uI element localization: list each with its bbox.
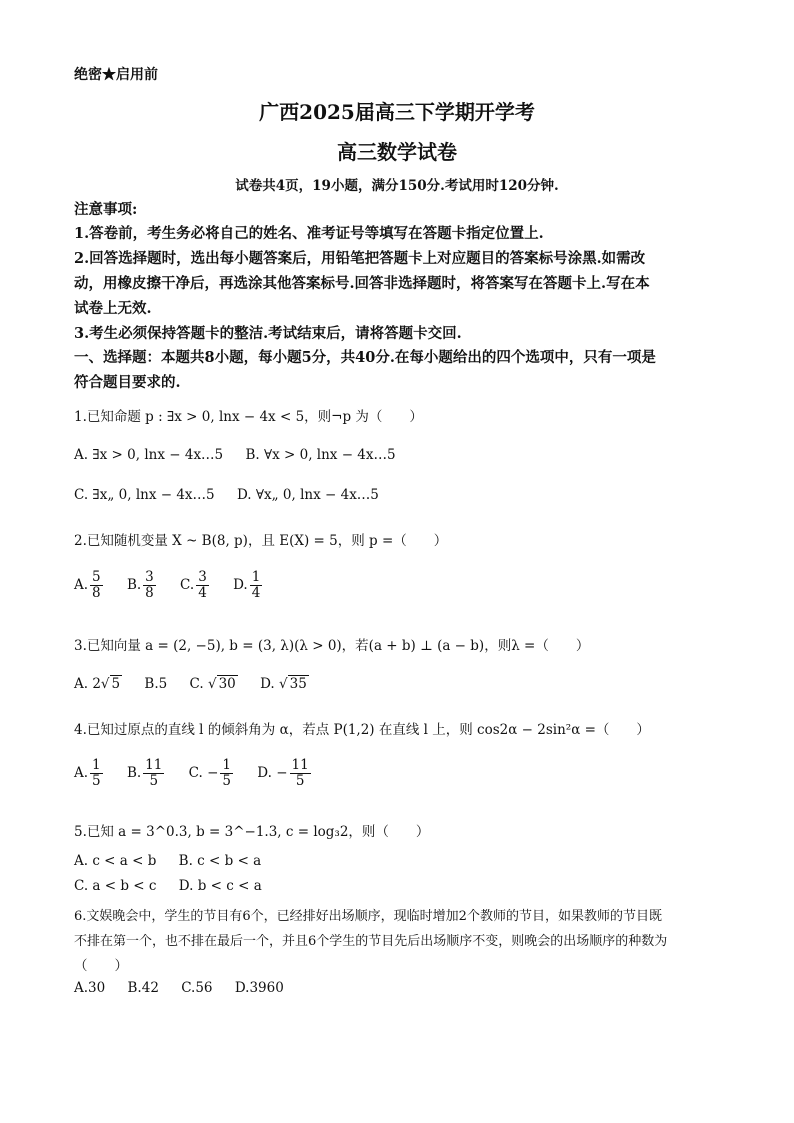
denominator: 4 bbox=[251, 584, 261, 601]
question-5-option-d: D. b < c < a bbox=[178, 878, 262, 894]
question-1-stem: 1.已知命题 p : ∃x > 0, lnx − 4x < 5，则¬p 为（ ） bbox=[74, 409, 423, 425]
note-item-2-line2: 动，用橡皮擦干净后，再选涂其他答案标号.回答非选择题时，将答案写在答题卡上.写在本 bbox=[74, 275, 650, 292]
denominator: 5 bbox=[222, 772, 231, 789]
question-6-line3: （ ） bbox=[74, 958, 128, 974]
question-6-option-d: D.3960 bbox=[234, 980, 284, 996]
section-heading-line2: 符合题目要求的. bbox=[74, 374, 181, 391]
question-5-options-row1 bbox=[74, 853, 279, 869]
question-2-option-a bbox=[74, 570, 105, 601]
fraction bbox=[90, 758, 103, 789]
fraction bbox=[196, 570, 209, 601]
exam-title: 广西2025届高三下学期开学考 bbox=[259, 100, 535, 124]
question-4-options bbox=[74, 758, 331, 789]
question-1-option-b: B. ∀x > 0, lnx − 4x…5 bbox=[245, 447, 396, 463]
option-c-label: C. bbox=[189, 676, 204, 692]
numerator: 3 bbox=[145, 569, 154, 585]
sqrt-sign: √ bbox=[100, 676, 110, 692]
option-d-label: D. bbox=[233, 576, 248, 593]
question-6-option-b: B.42 bbox=[127, 980, 159, 996]
question-2-stem: 2.已知随机变量 X ~ B(8, p)，且 E(X) = 5，则 p =（ ） bbox=[74, 533, 448, 549]
note-item-2-line1: 2.回答选择题时，选出每小题答案后，用铅笔把答题卡上对应题目的答案标号涂黑.如需改 bbox=[74, 250, 646, 267]
question-4-option-c bbox=[189, 758, 235, 789]
question-3-option-d bbox=[260, 676, 309, 692]
numerator: 5 bbox=[92, 569, 101, 585]
question-5-stem: 5.已知 a = 3^0.3, b = 3^−1.3, c = log₃2，则（ ） bbox=[74, 824, 430, 840]
denominator: 8 bbox=[145, 584, 154, 601]
denominator: 8 bbox=[92, 584, 101, 601]
numerator: 3 bbox=[198, 569, 207, 585]
exam-subtitle: 高三数学试卷 bbox=[337, 140, 457, 164]
question-2-options bbox=[74, 570, 282, 601]
fraction bbox=[220, 758, 233, 789]
fraction bbox=[90, 570, 103, 601]
option-a-label: A. bbox=[74, 764, 89, 781]
question-3-option-c bbox=[190, 676, 238, 692]
numerator: 11 bbox=[291, 757, 309, 773]
question-4-option-d bbox=[257, 758, 312, 789]
question-5-option-c: C. a < b < c bbox=[74, 878, 157, 894]
question-3-option-b: B.5 bbox=[144, 676, 168, 692]
question-1-option-c: C. ∃x„ 0, lnx − 4x…5 bbox=[74, 487, 215, 503]
question-2-option-b bbox=[127, 570, 158, 601]
section-heading-line1: 一、选择题：本题共8小题，每小题5分，共40分.在每小题给出的四个选项中，只有一项是 bbox=[74, 349, 656, 366]
numerator: 1 bbox=[222, 757, 231, 773]
radicand: 5 bbox=[111, 676, 121, 692]
question-6-option-c: C.56 bbox=[181, 980, 213, 996]
question-6-option-a: A.30 bbox=[74, 980, 106, 996]
radicand: 35 bbox=[289, 676, 307, 692]
note-item-1: 1.答卷前，考生务必将自己的姓名、准考证号等填写在答题卡指定位置上. bbox=[74, 225, 544, 242]
denominator: 5 bbox=[92, 772, 101, 789]
fraction bbox=[143, 570, 156, 601]
option-d-label: D. − bbox=[257, 764, 288, 781]
question-1-option-a: A. ∃x > 0, lnx − 4x…5 bbox=[74, 447, 224, 463]
fraction bbox=[250, 570, 263, 601]
numerator: 11 bbox=[145, 757, 163, 773]
note-item-2-line3: 试卷上无效. bbox=[74, 300, 152, 317]
question-5-option-b: B. c < b < a bbox=[178, 853, 262, 869]
question-1-options-row1 bbox=[74, 447, 414, 463]
question-5-option-a: A. c < a < b bbox=[74, 853, 157, 869]
fraction bbox=[143, 758, 164, 789]
question-1-options-row2 bbox=[74, 487, 397, 503]
option-d-label: D. bbox=[260, 676, 275, 692]
question-4-stem: 4.已知过原点的直线 l 的倾斜角为 α，若点 P(1,2) 在直线 l 上，则 cos2α − 2sin²α =（ ） bbox=[74, 722, 650, 738]
option-c-label: C. − bbox=[188, 764, 219, 781]
question-6-line1: 6.文娱晚会中，学生的节目有6个，已经排好出场顺序，现临时增加2个教师的节目，如果教师的节目既 bbox=[74, 909, 662, 924]
option-a-label: A. bbox=[74, 576, 89, 593]
option-c-label: C. bbox=[180, 576, 195, 593]
question-6-line2: 不排在第一个，也不排在最后一个，并且6个学生的节目先后出场顺序不变，则晚会的出场顺序的种数为 bbox=[74, 934, 668, 949]
question-3-option-a bbox=[74, 676, 122, 692]
radicand: 30 bbox=[218, 676, 236, 692]
question-1-option-d: D. ∀x„ 0, lnx − 4x…5 bbox=[236, 487, 379, 503]
question-4-option-b bbox=[127, 758, 166, 789]
question-6-options bbox=[74, 980, 302, 996]
numerator: 1 bbox=[251, 569, 261, 585]
question-2-option-c bbox=[180, 570, 211, 601]
question-2-option-d bbox=[233, 570, 264, 601]
denominator: 5 bbox=[295, 772, 305, 789]
sqrt-sign: √ bbox=[279, 676, 288, 692]
sqrt-sign: √ bbox=[207, 676, 217, 692]
question-3-options bbox=[74, 676, 327, 692]
exam-info: 试卷共4页，19小题，满分150分.考试用时120分钟. bbox=[235, 178, 559, 194]
option-b-label: B. bbox=[126, 764, 142, 781]
question-5-options-row2 bbox=[74, 878, 280, 894]
option-a-label: A. 2 bbox=[74, 676, 101, 692]
note-item-3: 3.考生必须保持答题卡的整洁.考试结束后，请将答题卡交回. bbox=[74, 325, 462, 342]
numerator: 1 bbox=[92, 757, 101, 773]
notes-heading: 注意事项: bbox=[74, 201, 138, 218]
denominator: 4 bbox=[198, 584, 207, 601]
confidential-label: 绝密★启用前 bbox=[74, 67, 158, 83]
question-3-stem: 3.已知向量 a = (2, −5), b = (3, λ)(λ > 0)，若(a + b) ⊥ (a − b)，则λ =（ ） bbox=[74, 638, 590, 654]
question-4-option-a bbox=[74, 758, 105, 789]
option-b-label: B. bbox=[126, 576, 142, 593]
denominator: 5 bbox=[149, 772, 159, 789]
fraction bbox=[290, 758, 311, 789]
